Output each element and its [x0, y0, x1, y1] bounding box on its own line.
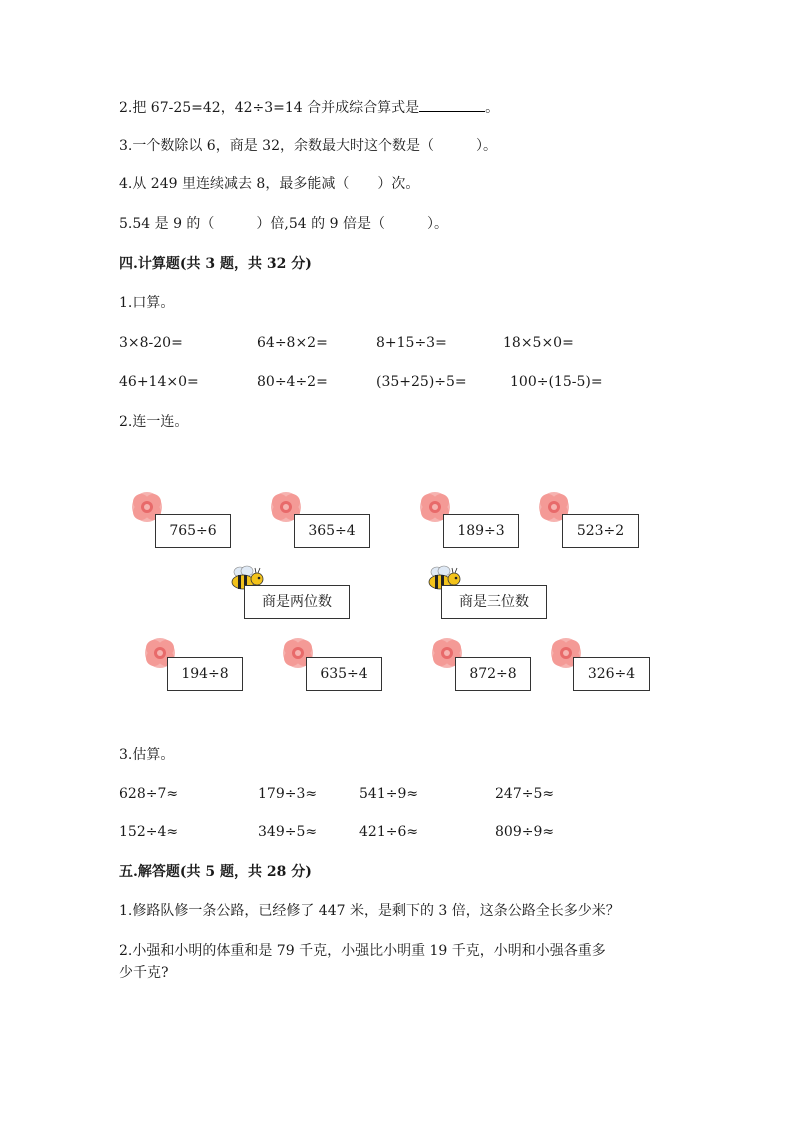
question-text: 从 249 里连续减去 8，最多能减（ ）次。 — [132, 176, 420, 192]
match-box-top[interactable]: 523÷2 — [562, 514, 639, 548]
question-tail: 。 — [485, 100, 500, 116]
section-title-word-problems: 五.解答题(共 5 题，共 28 分) — [119, 864, 312, 880]
match-box-bottom[interactable]: 635÷4 — [306, 657, 382, 691]
question-number: 4. — [119, 176, 133, 192]
oral-item: 3×8-20= — [119, 335, 183, 351]
estimate-item: 541÷9≈ — [359, 786, 419, 802]
question-text: 54 是 9 的（ ）倍,54 的 9 倍是（ ）。 — [132, 216, 448, 232]
question-text: 一个数除以 6，商是 32，余数最大时这个数是（ ）。 — [132, 138, 497, 154]
question-number: 2. — [119, 100, 133, 116]
question-number: 5. — [119, 216, 133, 232]
q3-estimate-label: 3.估算。 — [119, 747, 175, 763]
fill-question-4 — [119, 174, 419, 194]
estimate-item: 349÷5≈ — [258, 824, 318, 840]
answer-blank[interactable] — [419, 99, 485, 112]
section-title-calculation: 四.计算题(共 3 题，共 32 分) — [119, 256, 312, 272]
oral-item: (35+25)÷5= — [376, 374, 467, 390]
oral-item: 100÷(15-5)= — [510, 374, 603, 390]
oral-item: 8+15÷3= — [376, 335, 447, 351]
oral-item: 64÷8×2= — [257, 335, 328, 351]
match-box-middle[interactable]: 商是两位数 — [244, 585, 350, 619]
estimate-item: 152÷4≈ — [119, 824, 179, 840]
q1-oral-label: 1.口算。 — [119, 295, 175, 311]
match-box-top[interactable]: 765÷6 — [155, 514, 231, 548]
question-number: 3. — [119, 138, 133, 154]
estimate-item: 179÷3≈ — [258, 786, 318, 802]
word-problem-1: 1.修路队修一条公路，已经修了 447 米，是剩下的 3 倍，这条公路全长多少米？ — [119, 903, 620, 919]
match-box-middle[interactable]: 商是三位数 — [441, 585, 547, 619]
match-box-bottom[interactable]: 872÷8 — [455, 657, 531, 691]
fill-question-3 — [119, 136, 497, 156]
oral-item: 18×5×0= — [503, 335, 574, 351]
fill-question-2 — [119, 98, 499, 118]
word-problem-2-line2: 少千克? — [119, 965, 169, 981]
match-box-bottom[interactable]: 194÷8 — [167, 657, 243, 691]
word-problem-2-line1: 2.小强和小明的体重和是 79 千克，小强比小明重 19 千克，小明和小强各重多 — [119, 943, 606, 959]
match-box-top[interactable]: 365÷4 — [294, 514, 370, 548]
estimate-item: 247÷5≈ — [495, 786, 555, 802]
oral-item: 46+14×0= — [119, 374, 199, 390]
match-box-top[interactable]: 189÷3 — [443, 514, 519, 548]
q2-match-label: 2.连一连。 — [119, 414, 189, 430]
estimate-item: 628÷7≈ — [119, 786, 179, 802]
fill-question-5 — [119, 214, 448, 234]
match-box-bottom[interactable]: 326÷4 — [573, 657, 650, 691]
estimate-item: 421÷6≈ — [359, 824, 419, 840]
estimate-item: 809÷9≈ — [495, 824, 555, 840]
oral-item: 80÷4÷2= — [257, 374, 328, 390]
question-text: 把 67-25=42，42÷3=14 合并成综合算式是 — [132, 100, 420, 116]
